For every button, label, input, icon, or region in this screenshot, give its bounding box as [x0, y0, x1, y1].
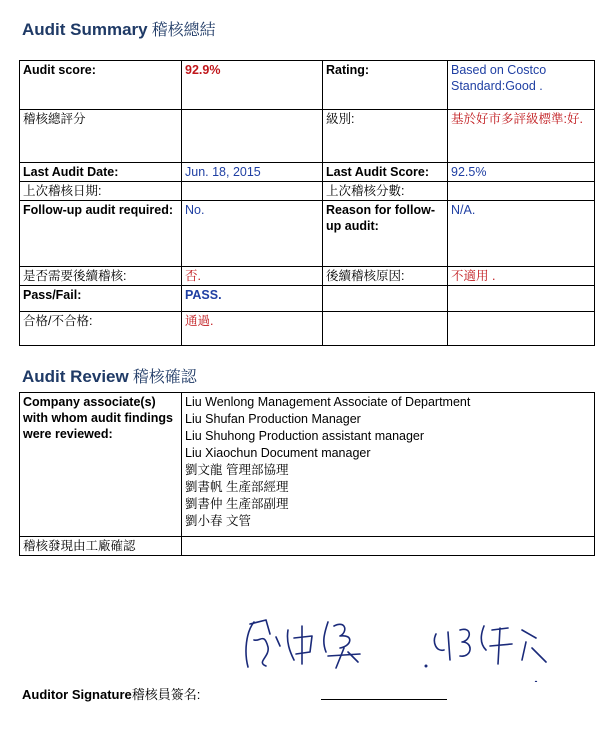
confirm-label-zh: 稽核發現由工廠確認 — [20, 537, 182, 556]
associate-line: 劉書帆 生產部經理 — [185, 480, 289, 494]
signature-label-en: Auditor Signature — [22, 687, 132, 702]
rating-value: Based on Costco Standard:Good . — [448, 61, 595, 110]
associate-line: Liu Shufan Production Manager — [185, 412, 361, 426]
associate-line: 劉文龍 管理部協理 — [185, 463, 289, 477]
pass-fail-empty-1 — [323, 286, 448, 312]
confirm-value — [182, 537, 595, 556]
associate-line: Liu Xiaochun Document manager — [185, 446, 371, 460]
auditor-signature-label — [22, 684, 200, 703]
pass-fail-value-zh: 通過. — [182, 312, 323, 346]
last-audit-score-label: Last Audit Score: — [323, 163, 448, 182]
associates-label: Company associate(s) with whom audit findings were reviewed: — [20, 393, 182, 537]
last-audit-date-label-zh: 上次稽核日期: — [20, 182, 182, 201]
pass-fail-zh-empty-2 — [448, 312, 595, 346]
pass-fail-empty-2 — [448, 286, 595, 312]
auditor-handwritten-signature — [236, 612, 556, 682]
rating-value-zh: 基於好市多評級標準:好. — [448, 110, 595, 163]
audit-score-value: 92.9% — [182, 61, 323, 110]
associate-line: 劉書仲 生產部副理 — [185, 497, 289, 511]
audit-review-title-en: Audit Review — [22, 367, 129, 386]
audit-review-table — [19, 392, 595, 556]
audit-summary-title-en: Audit Summary — [22, 20, 148, 39]
audit-summary-title — [22, 17, 216, 40]
audit-score-label: Audit score: — [20, 61, 182, 110]
pass-fail-zh-empty-1 — [323, 312, 448, 346]
last-audit-score-value-zh — [448, 182, 595, 201]
associate-line: Liu Wenlong Management Associate of Department — [185, 395, 471, 409]
last-audit-date-value-zh — [182, 182, 323, 201]
followup-label-zh: 是否需要後續稽核: — [20, 267, 182, 286]
reason-label-zh: 後續稽核原因: — [323, 267, 448, 286]
audit-score-value-zh — [182, 110, 323, 163]
followup-value-zh: 否. — [182, 267, 323, 286]
audit-review-title-zh: 稽核確認 — [132, 369, 197, 386]
pass-fail-label-zh: 合格/不合格: — [20, 312, 182, 346]
pass-fail-label: Pass/Fail: — [20, 286, 182, 312]
audit-score-label-zh: 稽核總評分 — [20, 110, 182, 163]
rating-label: Rating: — [323, 61, 448, 110]
last-audit-date-label: Last Audit Date: — [20, 163, 182, 182]
audit-summary-title-zh: 稽核總結 — [151, 22, 216, 39]
reason-value: N/A. — [448, 201, 595, 267]
pass-fail-value: PASS. — [182, 286, 323, 312]
last-audit-score-label-zh: 上次稽核分數: — [323, 182, 448, 201]
rating-label-zh: 級別: — [323, 110, 448, 163]
audit-summary-table — [19, 60, 595, 346]
followup-label: Follow-up audit required: — [20, 201, 182, 267]
audit-review-title — [22, 364, 197, 387]
last-audit-date-value: Jun. 18, 2015 — [182, 163, 323, 182]
signature-line — [321, 699, 447, 700]
followup-value: No. — [182, 201, 323, 267]
signature-label-zh: 稽核員簽名: — [131, 687, 201, 702]
associates-list — [182, 393, 595, 537]
last-audit-score-value: 92.5% — [448, 163, 595, 182]
associate-line: 劉小春 文管 — [185, 514, 251, 528]
reason-label: Reason for follow-up audit: — [323, 201, 448, 267]
reason-value-zh: 不適用 . — [448, 267, 595, 286]
associate-line: Liu Shuhong Production assistant manager — [185, 429, 425, 443]
